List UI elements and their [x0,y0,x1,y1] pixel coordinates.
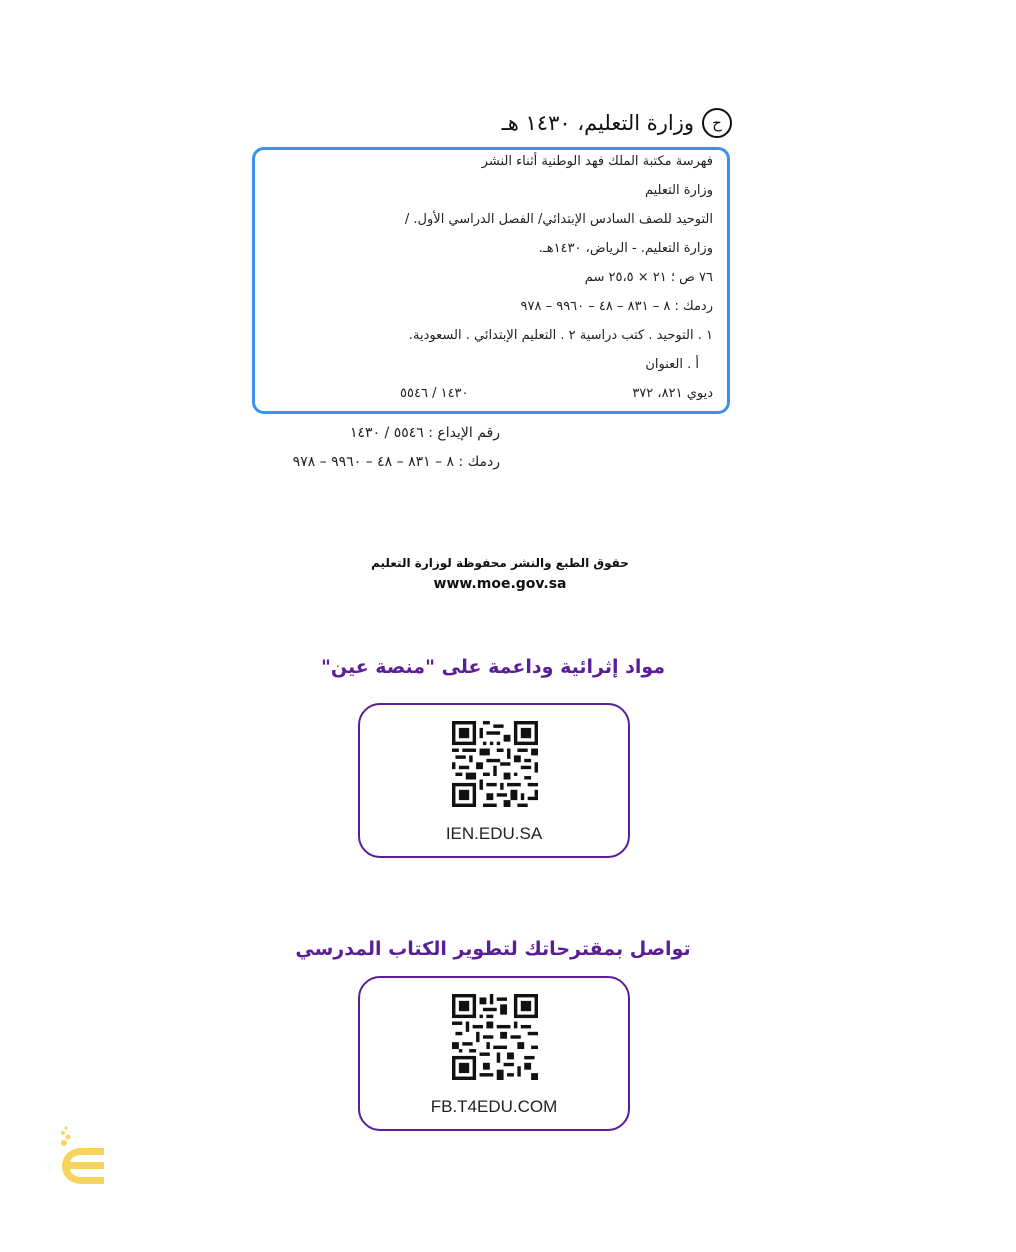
ien-heading: مواد إثرائية وداعمة على "منصة عين" [320,656,666,678]
cip-line: ١ . التوحيد . كتب دراسية ٢ . التعليم الإبتدائي . السعودية. [408,328,713,343]
cip-line: وزارة التعليم [644,183,713,198]
cip-line: ردمك : ٨ – ٨٣١ – ٤٨ – ٩٩٦٠ – ٩٧٨ [520,299,713,314]
cip-line: ٧٦ ص ؛ ٢١ × ٢٥،٥ سم [584,270,713,285]
cip-dewey-left: ١٤٣٠ / ٥٥٤٦ [400,386,469,401]
cip-line: وزارة التعليم. - الرياض، ١٤٣٠هـ. [538,241,713,256]
cip-line: فهرسة مكتبة الملك فهد الوطنية أثناء النشر [481,154,713,169]
feedback-heading: تواصل بمقترحاتك لتطوير الكتاب المدرسي [295,938,691,960]
cip-line: أ . العنوان [645,357,699,372]
cip-box [252,147,730,414]
copyright-symbol-icon: ح [702,108,732,138]
deposit-number: رقم الإيداع : ٥٥٤٦ / ١٤٣٠ [350,425,500,441]
qr-code-icon [452,994,538,1080]
ien-qr-card[interactable] [358,703,630,858]
ien-logo-icon [58,1124,108,1186]
cip-line: التوحيد للصف السادس الإبتدائي/ الفصل الدراسي الأول. / [404,212,713,227]
cip-dewey-right: ديوي ٨٢١، ٣٧٢ [632,386,713,401]
feedback-link[interactable]: FB.T4EDU.COM [430,1097,558,1116]
qr-code-icon [452,721,538,807]
ien-link[interactable]: IEN.EDU.SA [445,824,543,843]
deposit-isbn: ردمك : ٨ – ٨٣١ – ٤٨ – ٩٩٦٠ – ٩٧٨ [292,454,500,470]
rights-text: حقوق الطبع والنشر محفوظة لوزارة التعليم [371,556,629,570]
moe-url[interactable]: www.moe.gov.sa [433,576,567,592]
feedback-qr-card[interactable] [358,976,630,1131]
copyright-line [292,106,732,140]
copyright-text: وزارة التعليم، ١٤٣٠ هـ [501,111,694,135]
